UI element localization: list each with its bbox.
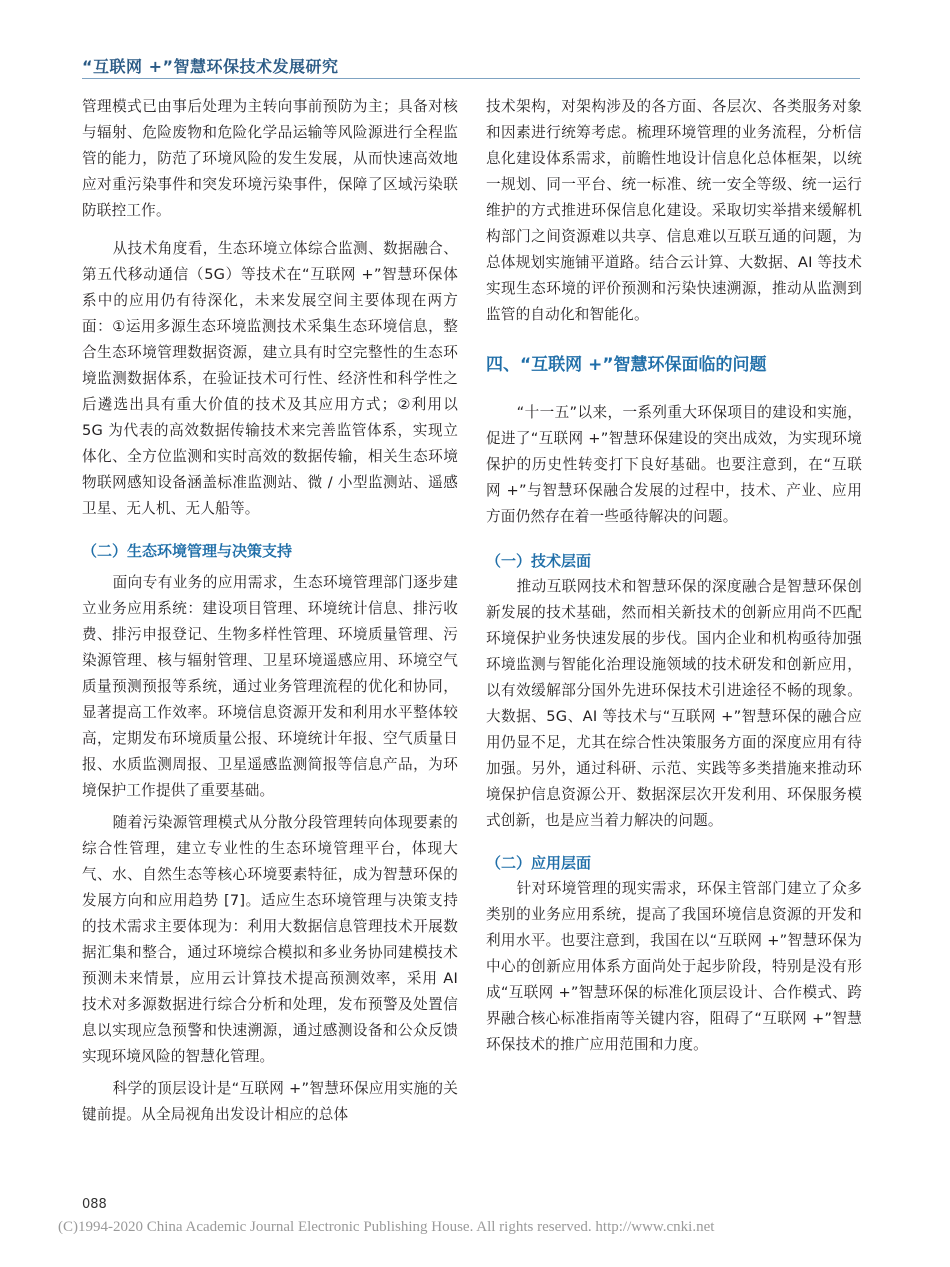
- subsection-heading: （二）生态环境管理与决策支持: [82, 542, 293, 560]
- left-column: [82, 94, 458, 1128]
- paragraph: 面向专有业务的应用需求，生态环境管理部门逐步建立业务应用系统：建设项目管理、环境统计信息、排污收费、排污申报登记、生物多样性管理、环境质量管理、污染源管理、核与辐射管理、卫星环境遥感应用、环境空气质量预测预报等系统，通过业务管理流程的优化和协同，显著提高工作效率。环境信息资源开发和利用水平整体较高，定期发布环境质量公报、环境统计年报、空气质量日报、水质监测周报、卫星遥感监测简报等信息产品，为环境保护工作提供了重要基础。: [82, 574, 458, 799]
- page-number: 088: [82, 1197, 107, 1212]
- copyright-notice: (C)1994-2020 China Academic Journal Electronic Publishing House. All rights reserved. http://www.cnki.net: [58, 1219, 715, 1235]
- paragraph: 技术架构，对架构涉及的各方面、各层次、各类服务对象和因素进行统筹考虑。梳理环境管理的业务流程，分析信息化建设体系需求，前瞻性地设计信息化总体框架，以统一规划、同一平台、统一标准、统一安全等级、统一运行维护的方式推进环保信息化建设。采取切实举措来缓解机构部门之间资源难以共享、信息难以互联互通的问题，为总体规划实施铺平道路。结合云计算、大数据、AI 等技术实现生态环境的评价预测和污染快速溯源，推动从监测到监管的自动化和智能化。: [486, 98, 862, 323]
- paragraph: 随着污染源管理模式从分散分段管理转向体现要素的综合性管理，建立专业性的生态环境管理平台，体现大气、水、自然生态等核心环境要素特征，成为智慧环保的发展方向和应用趋势 [7]。适应生态环境管理与决策支持的技术需求主要体现为：利用大数据信息管理技术开展数据汇集和整合，通过环境综合模拟和多业务协同建模技术预测未来情景，应用云计算技术提高预测效率，采用 AI 技术对多源数据进行综合分析和处理，发布预警及处置信息以实现应急预警和快速溯源，通过感测设备和公众反馈实现环境风险的智慧化管理。: [82, 814, 458, 1065]
- subsection-heading: （二）应用层面: [486, 854, 592, 872]
- paragraph: 管理模式已由事后处理为主转向事前预防为主；具备对核与辐射、危险废物和危险化学品运输等风险源进行全程监管的能力，防范了环境风险的发生发展，从而快速高效地应对重污染事件和突发环境污染事件，保障了区域污染联防联控工作。: [82, 98, 458, 219]
- header-divider: [82, 78, 860, 79]
- paragraph: “十一五”以来，一系列重大环保项目的建设和实施，促进了“互联网 +”智慧环保建设的突出成效，为实现环境保护的历史性转变打下良好基础。也要注意到，在“互联网 +”与智慧环保融合发展的过程中，技术、产业、应用方面仍然存在着一些亟待解决的问题。: [486, 404, 862, 525]
- paragraph: 科学的顶层设计是“互联网 +”智慧环保应用实施的关键前提。从全局视角出发设计相应的总体: [82, 1080, 458, 1123]
- running-header-title: “互联网 +”智慧环保技术发展研究: [82, 57, 339, 76]
- right-column: [486, 94, 862, 1058]
- paragraph: 从技术角度看，生态环境立体综合监测、数据融合、第五代移动通信（5G）等技术在“互联网 +”智慧环保体系中的应用仍有待深化，未来发展空间主要体现在两方面：①运用多源生态环境监测技术采集生态环境信息，整合生态环境管理数据资源，建立具有时空完整性的生态环境监测数据体系，在验证技术可行性、经济性和科学性之后遴选出具有重大价值的技术及其应用方式；②利用以 5G 为代表的高效数据传输技术来完善监管体系，实现立体化、全方位监测和实时高效的数据传输，相关生态环境物联网感知设备涵盖标准监测站、微 / 小型监测站、遥感卫星、无人机、无人船等。: [82, 240, 458, 517]
- paragraph: 推动互联网技术和智慧环保的深度融合是智慧环保创新发展的技术基础，然而相关新技术的创新应用尚不匹配环境保护业务快速发展的步伐。国内企业和机构亟待加强环境监测与智能化治理设施领域的技术研发和创新应用，以有效缓解部分国外先进环保技术引进途径不畅的现象。大数据、5G、AI 等技术与“互联网 +”智慧环保的融合应用仍显不足，尤其在综合性决策服务方面的深度应用有待加强。另外，通过科研、示范、实践等多类措施来推动环境保护信息资源公开、数据深层次开发利用、环保服务模式创新，也是应当着力解决的问题。: [486, 578, 862, 829]
- section-heading: 四、“互联网 +”智慧环保面临的问题: [486, 355, 767, 375]
- paragraph: 针对环境管理的现实需求，环保主管部门建立了众多类别的业务应用系统，提高了我国环境信息资源的开发和利用水平。也要注意到，我国在以“互联网 +”智慧环保为中心的创新应用体系方面尚处于起步阶段，特别是没有形成“互联网 +”智慧环保的标准化顶层设计、合作模式、跨界融合核心标准指南等关键内容，阻碍了“互联网 +”智慧环保技术的推广应用范围和力度。: [486, 880, 862, 1053]
- subsection-heading: （一）技术层面: [486, 552, 592, 570]
